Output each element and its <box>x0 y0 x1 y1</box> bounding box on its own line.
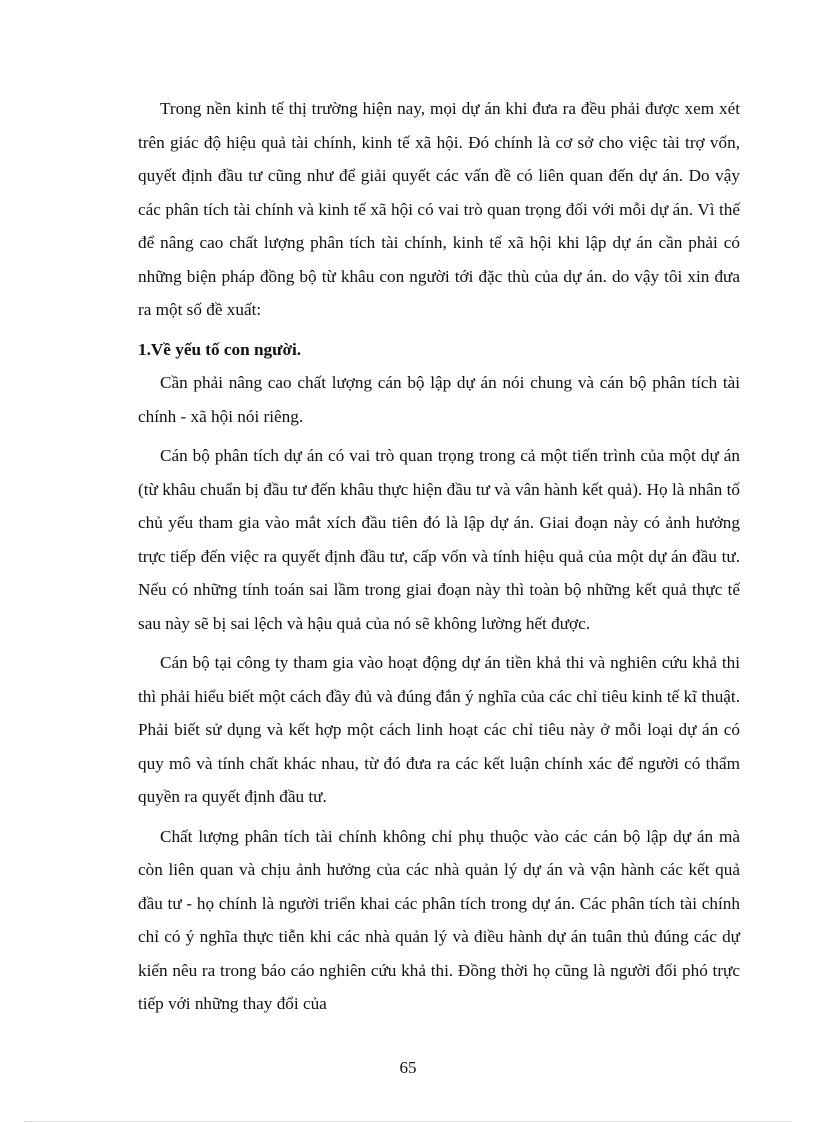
section-heading: 1.Về yếu tố con người. <box>138 339 302 359</box>
body-paragraph: Chất lượng phân tích tài chính không chỉ phụ thuộc vào các cán bộ lập dự án mà còn liên quan và chịu ảnh hưởng của các nhà quản lý dự án và vận hành các kết quả đầu tư - họ chính là người triển khai các phân tích trong dự án. Các phân tích tài chính chỉ có ý nghĩa thực tiễn khi các nhà quản lý và điều hành dự án tuân thủ đúng các dự kiến nêu ra trong báo cáo nghiên cứu khả thi. Đồng thời họ cũng là người đối phó trực tiếp với những thay đổi của <box>138 826 740 1013</box>
page-body <box>138 92 740 1027</box>
page-bottom-divider <box>24 1121 792 1122</box>
body-paragraph: Cần phải nâng cao chất lượng cán bộ lập dự án nói chung và cán bộ phân tích tài chính - xã hội nói riêng. <box>138 373 740 426</box>
body-paragraph: Cán bộ phân tích dự án có vai trò quan trọng trong cả một tiến trình của một dự án (từ khâu chuẩn bị đầu tư đến khâu thực hiện đầu tư và vân hành kết quả). Họ là nhân tố chủ yếu tham gia vào mắt xích đầu tiên đó là lập dự án. Giai đoạn này có ảnh hưởng trực tiếp đến việc ra quyết định đầu tư, cấp vốn và tính hiệu quả của một dự án đầu tư. Nếu có những tính toán sai lầm trong giai đoạn này thì toàn bộ những kết quả thực tế sau này sẽ bị sai lệch và hậu quả của nó sẽ không lường hết được. <box>138 446 740 633</box>
intro-paragraph: Trong nền kinh tế thị trường hiện nay, mọi dự án khi đưa ra đều phải được xem xét trên giác độ hiệu quả tài chính, kinh tế xã hội. Đó chính là cơ sở cho việc tài trợ vốn, quyết định đầu tư cũng như để giải quyết các vấn đề có liên quan đến dự án. Do vậy các phân tích tài chính và kinh tế xã hội có vai trò quan trọng đối với mỗi dự án. Vì thế để nâng cao chất lượng phân tích tài chính, kinh tế xã hội khi lập dự án cần phải có những biện pháp đồng bộ từ khâu con người tới đặc thù của dự án. do vậy tôi xin đưa ra một số đề xuất: <box>138 99 740 319</box>
page-number: 65 <box>399 1058 417 1077</box>
body-paragraph: Cán bộ tại công ty tham gia vào hoạt động dự án tiền khả thi và nghiên cứu khả thi thì phải hiểu biết một cách đầy đủ và đúng đắn ý nghĩa của các chỉ tiêu kinh tế kĩ thuật. Phải biết sử dụng và kết hợp một cách linh hoạt các chỉ tiêu này ở mỗi loại dự án có quy mô và tính chất khác nhau, từ đó đưa ra các kết luận chính xác để người có thẩm quyền ra quyết định đầu tư. <box>138 653 740 806</box>
